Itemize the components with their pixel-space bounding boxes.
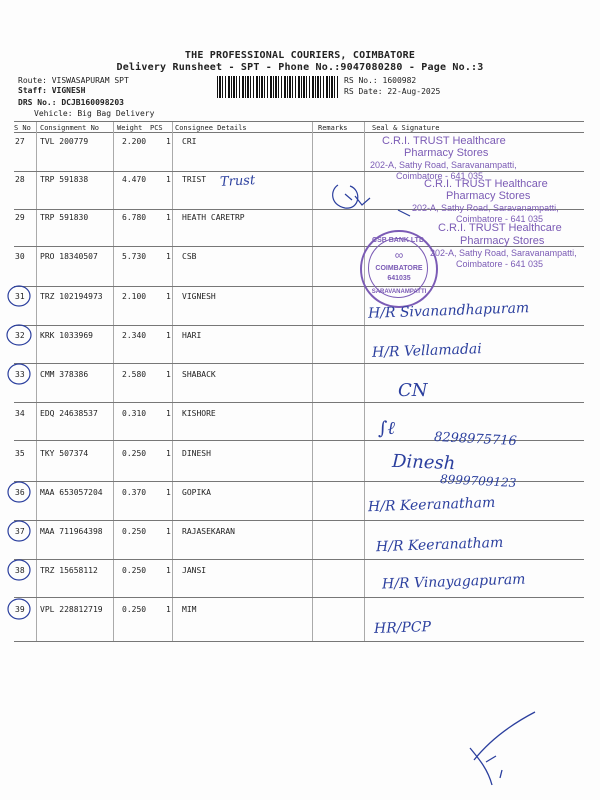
row-consignee: CSB xyxy=(182,252,197,261)
row-pcs: 1 xyxy=(166,331,171,340)
row-pcs: 1 xyxy=(166,409,171,418)
row-consignment: TKY 507374 xyxy=(40,449,89,458)
row-rule xyxy=(14,559,584,560)
row-rule xyxy=(14,171,584,172)
row-pcs: 1 xyxy=(166,488,171,497)
row-weight: 2.340 xyxy=(122,331,147,340)
row-pcs: 1 xyxy=(166,292,171,301)
row-sno: 38 xyxy=(15,566,25,575)
handwritten-row32: H/R Vellamadai xyxy=(371,341,482,361)
cri-stamp-addr: 202-A, Sathy Road, Saravanampatti, xyxy=(430,248,577,258)
row-consignment: MAA 711964398 xyxy=(40,527,103,536)
handwritten-row39: HR/PCP xyxy=(373,619,432,637)
handwritten-row33: CN xyxy=(398,380,428,401)
handwritten-row35-phone: 8999709123 xyxy=(439,472,517,490)
row-sno: 32 xyxy=(15,331,25,340)
col-remarks: Remarks xyxy=(318,124,348,132)
row-consignee: JANSI xyxy=(182,566,207,575)
row-consignment: TVL 200779 xyxy=(40,137,89,146)
cri-stamp-sub: Pharmacy Stores xyxy=(446,190,531,202)
row-consignment: CMM 378386 xyxy=(40,370,89,379)
row-sno: 27 xyxy=(15,137,25,146)
row-consignment: KRK 1033969 xyxy=(40,331,93,340)
row-weight: 5.730 xyxy=(122,252,147,261)
row-sno: 29 xyxy=(15,213,25,222)
row-weight: 4.470 xyxy=(122,175,147,184)
row-pcs: 1 xyxy=(166,449,171,458)
signature-scribble xyxy=(398,210,410,216)
handwritten-row35-name: Dinesh xyxy=(391,450,456,475)
row-consignee: CRI xyxy=(182,137,197,146)
col-weight: Weight xyxy=(117,124,143,132)
row-sno: 31 xyxy=(15,292,25,301)
col-consignment: Consignment No xyxy=(40,124,100,132)
seal-bank-name: CSB BANK LTD. xyxy=(372,237,426,244)
row-consignee: HEATH CARETRP xyxy=(182,213,245,222)
row-pcs: 1 xyxy=(166,137,171,146)
cri-stamp-city: Coimbatore - 641 035 xyxy=(456,214,544,224)
drs-label: DRS No.: DCJB160098203 xyxy=(18,98,124,107)
col-sno: S No xyxy=(14,124,31,132)
row-rule xyxy=(14,597,584,598)
col-divider xyxy=(364,122,365,642)
row-consignment: MAA 653057204 xyxy=(40,488,103,497)
col-divider xyxy=(36,122,37,642)
row-rule xyxy=(14,363,584,364)
col-divider xyxy=(172,122,173,642)
handwritten-row31: H/R Sivanandhapuram xyxy=(367,300,530,322)
row-rule xyxy=(14,286,584,287)
row-sno: 34 xyxy=(15,409,25,418)
row-consignee: GOPIKA xyxy=(182,488,211,497)
handwritten-row34: 8298975716 xyxy=(433,429,518,450)
col-divider xyxy=(312,122,313,642)
row-consignee: RAJASEKARAN xyxy=(182,527,235,536)
col-divider xyxy=(113,122,114,642)
cri-stamp-name: C.R.I. TRUST Healthcare xyxy=(438,222,562,234)
table-header-rule xyxy=(14,132,584,133)
row-consignee: KISHORE xyxy=(182,409,216,418)
cri-stamp-addr: 202-A, Sathy Road, Saravanampatti, xyxy=(370,160,517,170)
table-top-rule xyxy=(14,121,584,122)
row-weight: 0.370 xyxy=(122,488,147,497)
table-bottom-rule xyxy=(14,641,584,642)
runsheet-subtitle: Delivery Runsheet - SPT - Phone No.:9047080280 - Page No.:3 xyxy=(116,62,484,73)
row-consignment: TRP 591830 xyxy=(40,213,89,222)
barcode xyxy=(217,76,339,98)
staff-label: Staff: VIGNESH xyxy=(18,86,86,95)
row-sno: 39 xyxy=(15,605,25,614)
handwritten-row38: H/R Vinayagapuram xyxy=(381,571,526,593)
col-consignee: Consignee Details xyxy=(175,124,247,132)
col-seal: Seal & Signature xyxy=(372,124,440,132)
row-sno: 30 xyxy=(15,252,25,261)
row-weight: 0.250 xyxy=(122,527,147,536)
row-weight: 2.100 xyxy=(122,292,147,301)
row-pcs: 1 xyxy=(166,175,171,184)
row-weight: 2.200 xyxy=(122,137,147,146)
seal-pin: 641035 xyxy=(387,275,411,282)
cri-stamp-addr: 202-A, Sathy Road, Saravanampatti, xyxy=(412,203,559,213)
row-pcs: 1 xyxy=(166,605,171,614)
rs-number: RS No.: 1600982 xyxy=(344,76,417,85)
cri-stamp-sub: Pharmacy Stores xyxy=(404,147,489,159)
row-weight: 6.780 xyxy=(122,213,147,222)
row-consignee: HARI xyxy=(182,331,202,340)
row-weight: 0.250 xyxy=(122,605,147,614)
col-pcs: PCS xyxy=(150,124,163,132)
cri-stamp-city: Coimbatore - 641 035 xyxy=(396,171,484,181)
row-consignee: MIM xyxy=(182,605,197,614)
row-consignment: TRZ 102194973 xyxy=(40,292,103,301)
row-pcs: 1 xyxy=(166,213,171,222)
handwritten-row36: H/R Keeranatham xyxy=(367,494,496,516)
row-weight: 0.310 xyxy=(122,409,147,418)
rs-date: RS Date: 22-Aug-2025 xyxy=(344,87,441,96)
row-weight: 2.580 xyxy=(122,370,147,379)
row-consignee: SHABACK xyxy=(182,370,216,379)
row-rule xyxy=(14,520,584,521)
row-sno: 35 xyxy=(15,449,25,458)
seal-logo-icon: ∞ xyxy=(394,248,404,262)
csb-bank-seal xyxy=(360,230,438,308)
row-consignment: VPL 228812719 xyxy=(40,605,103,614)
row-pcs: 1 xyxy=(166,527,171,536)
row-rule xyxy=(14,325,584,326)
row-sno: 36 xyxy=(15,488,25,497)
row-consignee: VIGNESH xyxy=(182,292,216,301)
row-consignment: EDQ 24638537 xyxy=(40,409,98,418)
company-title: THE PROFESSIONAL COURIERS, COIMBATORE xyxy=(184,50,416,61)
cri-stamp-city: Coimbatore - 641 035 xyxy=(456,259,544,269)
row-sno: 28 xyxy=(15,175,25,184)
row-sno: 33 xyxy=(15,370,25,379)
seal-branch: SARAVANAMPATTI xyxy=(371,289,427,295)
vehicle-label: Vehicle: Big Bag Delivery xyxy=(34,109,155,118)
row-consignment: TRP 591838 xyxy=(40,175,89,184)
handwritten-row37: H/R Keeranatham xyxy=(375,534,504,556)
row-rule xyxy=(14,402,584,403)
row-consignment: PRO 18340507 xyxy=(40,252,98,261)
row-pcs: 1 xyxy=(166,252,171,261)
row-weight: 0.250 xyxy=(122,566,147,575)
row-consignee: TRIST xyxy=(182,175,207,184)
row-pcs: 1 xyxy=(166,566,171,575)
cri-stamp-name: C.R.I. TRUST Healthcare xyxy=(382,135,506,147)
signature-scribble xyxy=(470,712,535,785)
signature-kishore: ∫ℓ xyxy=(378,418,395,439)
row-sno: 37 xyxy=(15,527,25,536)
row-weight: 0.250 xyxy=(122,449,147,458)
row-consignment: TRZ 15658112 xyxy=(40,566,98,575)
cri-stamp-name: C.R.I. TRUST Healthcare xyxy=(424,178,548,190)
handwritten-trust: Trust xyxy=(219,173,256,190)
row-consignee: DINESH xyxy=(182,449,211,458)
seal-city: COIMBATORE xyxy=(375,265,423,272)
cri-stamp-sub: Pharmacy Stores xyxy=(460,235,545,247)
row-pcs: 1 xyxy=(166,370,171,379)
route-label: Route: VISWASAPURAM SPT xyxy=(18,76,129,85)
